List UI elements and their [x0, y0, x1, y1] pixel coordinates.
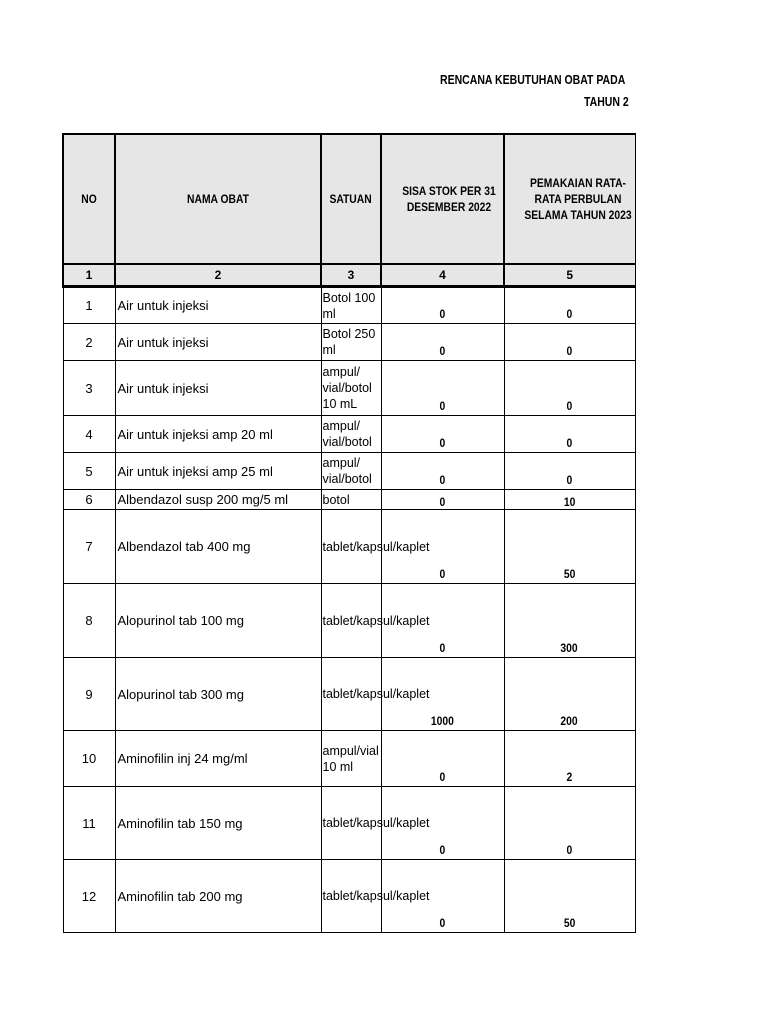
cell-nama-obat: Air untuk injeksi [115, 324, 321, 361]
column-number: 3 [321, 264, 381, 287]
cell-nama-obat: Albendazol susp 200 mg/5 ml [115, 490, 321, 510]
cell-sisa-stok: 0 [381, 584, 504, 658]
column-number: 5 [504, 264, 635, 287]
title-line-2: TAHUN 2 [584, 95, 629, 109]
drug-needs-table-container [62, 133, 633, 935]
document-title [0, 0, 632, 120]
table-row [63, 416, 635, 453]
header-nama-obat: NAMA OBAT [115, 134, 321, 264]
cell-satuan: ampul/vial 10 ml [321, 731, 381, 787]
cell-satuan: Botol 250 ml [321, 324, 381, 361]
cell-pemakaian: 50 [504, 510, 635, 584]
cell-no: 3 [63, 361, 115, 416]
cell-satuan: tablet/kapsul/kaplet [321, 510, 381, 584]
cell-pemakaian: 2 [504, 731, 635, 787]
cell-pemakaian: 50 [504, 860, 635, 933]
cell-satuan: botol [321, 490, 381, 510]
table-row [63, 860, 635, 933]
cell-sisa-stok: 0 [381, 361, 504, 416]
cell-pemakaian: 300 [504, 584, 635, 658]
header-pemakaian: PEMAKAIAN RATA-RATA PERBULAN SELAMA TAHUN 2023 [504, 134, 635, 264]
cell-no: 1 [63, 287, 115, 324]
cell-pemakaian: 200 [504, 658, 635, 731]
table-row [63, 490, 635, 510]
cell-nama-obat: Alopurinol tab 100 mg [115, 584, 321, 658]
cell-sisa-stok: 0 [381, 416, 504, 453]
cell-pemakaian: 0 [504, 416, 635, 453]
header-sisa-stok: SISA STOK PER 31 DESEMBER 2022 [381, 134, 504, 264]
drug-needs-table [62, 133, 636, 933]
table-row [63, 658, 635, 731]
table-row [63, 324, 635, 361]
table-body [63, 287, 635, 933]
cell-nama-obat: Air untuk injeksi amp 25 ml [115, 453, 321, 490]
cell-satuan: tablet/kapsul/kaplet [321, 584, 381, 658]
cell-sisa-stok: 0 [381, 787, 504, 860]
cell-no: 9 [63, 658, 115, 731]
table-row [63, 787, 635, 860]
cell-pemakaian: 0 [504, 287, 635, 324]
cell-satuan: tablet/kapsul/kaplet [321, 787, 381, 860]
cell-no: 6 [63, 490, 115, 510]
header-satuan: SATUAN [321, 134, 381, 264]
cell-no: 4 [63, 416, 115, 453]
cell-satuan: ampul/ vial/botol [321, 416, 381, 453]
cell-sisa-stok: 0 [381, 731, 504, 787]
cell-pemakaian: 0 [504, 361, 635, 416]
table-row [63, 453, 635, 490]
cell-no: 5 [63, 453, 115, 490]
cell-no: 12 [63, 860, 115, 933]
header-row [63, 134, 635, 264]
cell-satuan: tablet/kapsul/kaplet [321, 658, 381, 731]
cell-sisa-stok: 0 [381, 490, 504, 510]
table-row [63, 584, 635, 658]
cell-satuan: tablet/kapsul/kaplet [321, 860, 381, 933]
cell-sisa-stok: 0 [381, 287, 504, 324]
cell-pemakaian: 0 [504, 324, 635, 361]
cell-sisa-stok: 1000 [381, 658, 504, 731]
column-number: 2 [115, 264, 321, 287]
cell-nama-obat: Air untuk injeksi amp 20 ml [115, 416, 321, 453]
cell-nama-obat: Aminofilin inj 24 mg/ml [115, 731, 321, 787]
column-number-row [63, 264, 635, 287]
cell-no: 10 [63, 731, 115, 787]
cell-sisa-stok: 0 [381, 510, 504, 584]
cell-nama-obat: Albendazol tab 400 mg [115, 510, 321, 584]
title-line-1: RENCANA KEBUTUHAN OBAT PADA [440, 73, 626, 87]
table-row [63, 731, 635, 787]
cell-satuan: Botol 100 ml [321, 287, 381, 324]
table-row [63, 287, 635, 324]
cell-nama-obat: Air untuk injeksi [115, 287, 321, 324]
cell-nama-obat: Aminofilin tab 200 mg [115, 860, 321, 933]
table-row [63, 510, 635, 584]
cell-satuan: ampul/ vial/botol 10 mL [321, 361, 381, 416]
cell-no: 2 [63, 324, 115, 361]
column-number: 4 [381, 264, 504, 287]
column-number: 1 [63, 264, 115, 287]
cell-no: 7 [63, 510, 115, 584]
cell-no: 11 [63, 787, 115, 860]
cell-pemakaian: 0 [504, 453, 635, 490]
cell-nama-obat: Air untuk injeksi [115, 361, 321, 416]
header-no: NO [63, 134, 115, 264]
table-row [63, 361, 635, 416]
cell-no: 8 [63, 584, 115, 658]
cell-nama-obat: Alopurinol tab 300 mg [115, 658, 321, 731]
cell-pemakaian: 0 [504, 787, 635, 860]
cell-satuan: ampul/ vial/botol [321, 453, 381, 490]
cell-sisa-stok: 0 [381, 860, 504, 933]
cell-pemakaian: 10 [504, 490, 635, 510]
cell-sisa-stok: 0 [381, 324, 504, 361]
cell-nama-obat: Aminofilin tab 150 mg [115, 787, 321, 860]
cell-sisa-stok: 0 [381, 453, 504, 490]
